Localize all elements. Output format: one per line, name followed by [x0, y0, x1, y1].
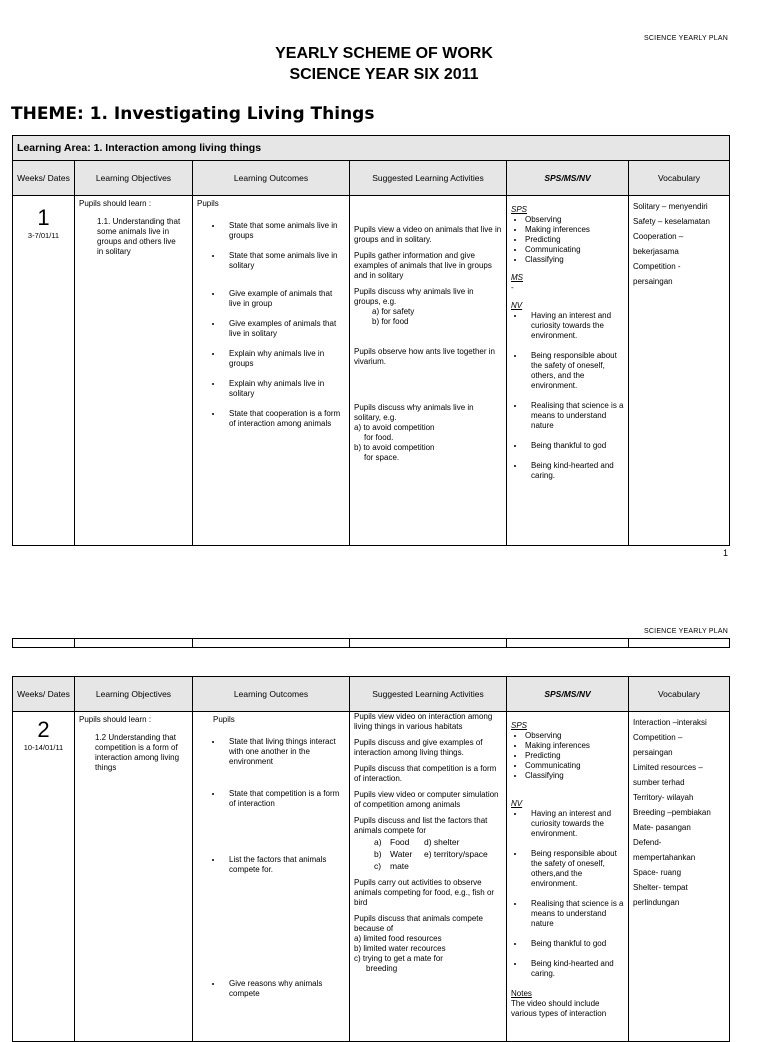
notes-text: The video should include various types of interaction	[511, 999, 607, 1018]
nv-item: • Realising that science is a means to understand nature	[525, 401, 624, 431]
nv-item: • Being kind-hearted and caring.	[525, 461, 624, 481]
objectives-intro: Pupils should learn :	[79, 199, 152, 208]
activity-text: Pupils discuss and list the factors that animals compete for	[354, 816, 488, 835]
activity-text: Pupils view a video on animals that live in groups and in solitary.	[354, 225, 502, 244]
col-weeks: Weeks/ Dates	[13, 161, 75, 196]
page-header: SCIENCE YEARLY PLAN	[644, 628, 728, 635]
activity-text: Pupils discuss that competition is a form of interaction.	[354, 764, 497, 783]
activity-text: for space.	[364, 453, 400, 462]
outcome-item: • State that some animals live in solitary	[223, 251, 345, 271]
activities-cell	[350, 712, 507, 1042]
vocab-item: Competition -	[633, 262, 681, 271]
vocab-item: persaingan	[633, 277, 673, 286]
activity-text: Pupils discuss why animals live in groups, e.g.	[354, 287, 474, 306]
sps-list	[511, 215, 624, 265]
vocab-item: perlindungan	[633, 898, 680, 907]
vocab-item: Solitary – menyendiri	[633, 202, 708, 211]
scheme-table-week2	[12, 676, 730, 1042]
nv-item: • Having an interest and curiosity towards the environment.	[525, 809, 624, 839]
sps-item: • Observing	[525, 731, 624, 741]
activity-text: Pupils carry out activities to observe animals competing for food, e.g., fish or bird	[354, 878, 495, 907]
sps-item: • Making inferences	[525, 225, 624, 235]
nv-item: • Being responsible about the safety of oneself, others, and the environment.	[525, 351, 624, 391]
ms-label: MS	[511, 273, 523, 282]
vocab-item: Mate- pasangan	[633, 823, 691, 832]
activity-text: Pupils discuss that animals compete because of	[354, 914, 483, 933]
vocab-item: Safety – keselamatan	[633, 217, 710, 226]
sps-item: • Observing	[525, 215, 624, 225]
outcome-item: • State that some animals live in groups	[223, 221, 345, 241]
week-date: 10-14/01/11	[23, 743, 64, 752]
factors-list	[354, 836, 502, 872]
vocab-item: bekerjasama	[633, 247, 679, 256]
col-vocabulary: Vocabulary	[629, 677, 730, 712]
outcomes-cell	[193, 712, 350, 1042]
nv-list	[511, 809, 624, 979]
outcomes-cell	[193, 196, 350, 546]
outcomes-list	[197, 737, 345, 999]
nv-item: • Being responsible about the safety of oneself, others,and the environment.	[525, 849, 624, 889]
outcome-item: • Explain why animals live in groups	[223, 349, 345, 369]
ms-value: -	[511, 283, 514, 292]
sps-item: • Classifying	[525, 771, 624, 781]
sps-list	[511, 731, 624, 781]
outcome-item: • State that competition is a form of interaction	[223, 789, 345, 809]
activity-text: Pupils observe how ants live together in vivarium.	[354, 347, 495, 366]
nv-label: NV	[511, 301, 523, 310]
sps-item: • Classifying	[525, 255, 624, 265]
week-number: 2	[37, 717, 50, 742]
vocab-item: Defend-	[633, 838, 662, 847]
vocabulary-cell	[629, 196, 730, 546]
vocab-item: Cooperation –	[633, 232, 684, 241]
activity-text: Pupils view video on interaction among living things in various habitats	[354, 712, 493, 731]
outcome-item: • Give reasons why animals compete	[223, 979, 345, 999]
col-activities: Suggested Learning Activities	[350, 161, 507, 196]
week-number: 1	[37, 205, 50, 230]
outcome-item: • List the factors that animals compete for.	[223, 855, 345, 875]
document-title: YEARLY SCHEME OF WORK	[275, 45, 493, 62]
activity-text: b) to avoid competition	[354, 443, 435, 452]
nv-item: • Having an interest and curiosity towards the environment.	[525, 311, 624, 341]
col-vocabulary: Vocabulary	[629, 161, 730, 196]
outcomes-list	[197, 221, 345, 429]
activities-cell	[350, 196, 507, 546]
vocab-item: Shelter- tempat	[633, 883, 688, 892]
sps-cell	[507, 196, 629, 546]
table-fragment	[12, 638, 730, 648]
activity-text: for food.	[364, 433, 394, 442]
activity-text: Pupils discuss and give examples of interaction among living things.	[354, 738, 483, 757]
objectives-cell	[75, 196, 193, 546]
factor-row: c) mate	[374, 861, 409, 871]
sps-label: SPS	[511, 721, 528, 730]
outcomes-intro: Pupils	[213, 715, 235, 724]
objective-text: 1.1. Understanding that some animals live in groups and others live in solitary	[97, 217, 181, 256]
nv-list	[511, 311, 624, 481]
objectives-intro: Pupils should learn :	[79, 715, 152, 724]
nv-item: • Being thankful to god	[525, 441, 624, 451]
sps-item: • Making inferences	[525, 741, 624, 751]
nv-item: • Being kind-hearted and caring.	[525, 959, 624, 979]
page-number: 1	[722, 548, 728, 558]
notes-label: Notes	[511, 989, 532, 998]
nv-label: NV	[511, 799, 523, 808]
activity-text: b) limited water recources	[354, 944, 446, 953]
vocabulary-cell	[629, 712, 730, 1042]
col-objectives: Learning Objectives	[75, 677, 193, 712]
vocab-item: persaingan	[633, 748, 673, 757]
col-objectives: Learning Objectives	[75, 161, 193, 196]
sps-item: • Predicting	[525, 751, 624, 761]
vocab-item: Space- ruang	[633, 868, 682, 877]
outcome-item: • Explain why animals live in solitary	[223, 379, 345, 399]
vocab-item: sumber terhad	[633, 778, 685, 787]
outcome-item: • State that living things interact with one another in the environment	[223, 737, 345, 767]
activity-text: a) limited food resources	[354, 934, 442, 943]
week-cell	[13, 712, 75, 1042]
theme-heading: THEME: 1. Investigating Living Things	[11, 104, 375, 124]
scheme-table-week1	[12, 135, 730, 546]
objectives-cell	[75, 712, 193, 1042]
vocab-item: Interaction –interaksi	[633, 718, 707, 727]
activity-text: Pupils gather information and give examples of animals that live in groups and in solitary	[354, 251, 492, 280]
activity-text: c) trying to get a mate for	[354, 954, 443, 963]
activity-text: a) for safety	[372, 307, 415, 316]
learning-area-header: Learning Area: 1. Interaction among living things	[13, 136, 730, 161]
sps-item: • Communicating	[525, 761, 624, 771]
col-outcomes: Learning Outcomes	[193, 677, 350, 712]
outcome-item: • Give examples of animals that live in solitary	[223, 319, 345, 339]
vocab-item: Territory- wilayah	[633, 793, 694, 802]
week-cell	[13, 196, 75, 546]
col-weeks: Weeks/ Dates	[13, 677, 75, 712]
sps-item: • Communicating	[525, 245, 624, 255]
objective-text: 1.2 Understanding that competition is a form of interaction among living things	[95, 733, 180, 772]
vocab-item: Competition –	[633, 733, 683, 742]
factor-row: a) Food d) shelter	[374, 837, 460, 847]
sps-label: SPS	[511, 205, 528, 214]
outcomes-intro: Pupils	[197, 199, 219, 208]
col-sps: SPS/MS/NV	[507, 677, 629, 712]
factor-row: b) Water e) territory/space	[374, 849, 488, 859]
vocab-item: Limited resources –	[633, 763, 703, 772]
vocab-item: Breeding –pembiakan	[633, 808, 711, 817]
activity-text: breeding	[366, 964, 398, 973]
col-activities: Suggested Learning Activities	[350, 677, 507, 712]
outcome-item: • State that cooperation is a form of interaction among animals	[223, 409, 345, 429]
col-outcomes: Learning Outcomes	[193, 161, 350, 196]
nv-item: • Being thankful to god	[525, 939, 624, 949]
nv-item: • Realising that science is a means to understand nature	[525, 899, 624, 929]
activity-text: b) for food	[372, 317, 409, 326]
activity-text: Pupils view video or computer simulation of competition among animals	[354, 790, 499, 809]
sps-item: • Predicting	[525, 235, 624, 245]
page-header: SCIENCE YEARLY PLAN	[644, 35, 728, 42]
outcome-item: • Give example of animals that live in group	[223, 289, 345, 309]
col-sps: SPS/MS/NV	[507, 161, 629, 196]
activity-text: Pupils discuss why animals live in solitary, e.g.	[354, 403, 474, 422]
vocab-item: mempertahankan	[633, 853, 696, 862]
document-subtitle: SCIENCE YEAR SIX 2011	[289, 66, 479, 83]
week-date: 3-7/01/11	[27, 231, 60, 240]
activity-text: a) to avoid competition	[354, 423, 435, 432]
sps-cell	[507, 712, 629, 1042]
